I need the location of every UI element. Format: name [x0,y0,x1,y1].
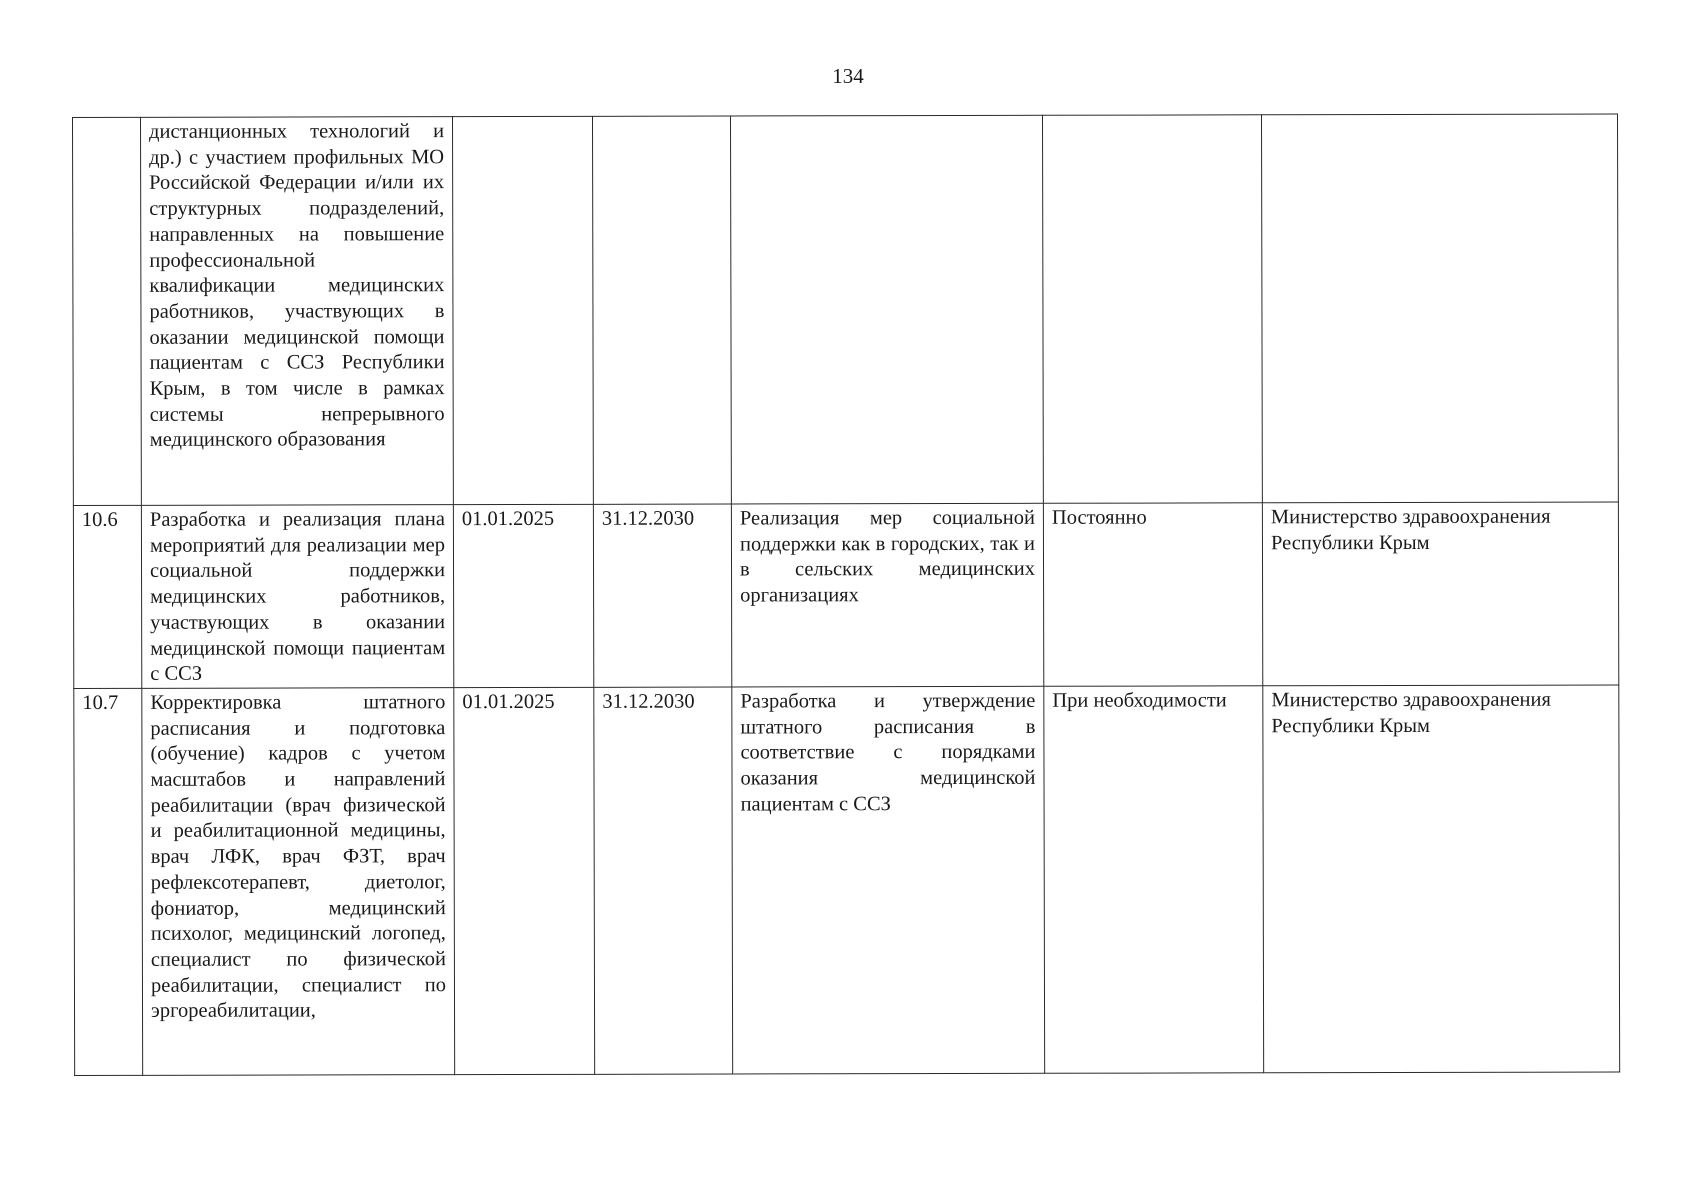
responsible-cell: Министерство здравоохранения Республики Крым [1263,685,1620,1073]
end-date-cell: 31.12.2030 [593,504,731,687]
result-cell [730,115,1043,504]
table-row [74,685,1620,1076]
page-number: 134 [832,64,864,88]
start-date-cell [453,116,594,504]
activity-cell: Корректировка штатного расписания и подготовка (обучение) кадров с учетом масштабов и направлений реабилитации (врач физической и реабилитационной медицины, врач ЛФК, врач ФЗТ, врач рефлексотерапевт, диетолог, фониатор, медицинский психолог, медицинский логопед, специалист по физической реабилитации, специалист по эргореабилитации, [142,688,455,1076]
result-cell: Реализация мер социальной поддержки как в городских, так и в сельских медицинских организациях [731,503,1043,687]
end-date-cell [592,116,731,504]
activities-table [72,113,1620,1075]
start-date-cell: 01.01.2025 [453,504,593,687]
frequency-cell [1042,115,1262,503]
end-date-cell: 31.12.2030 [594,687,733,1074]
responsible-cell: Министерство здравоохранения Республики Крым [1262,502,1618,686]
row-number: 10.6 [73,505,141,688]
frequency-cell: При необходимости [1044,686,1264,1073]
table-row [73,114,1619,506]
responsible-cell [1261,114,1618,503]
row-number: 10.7 [74,688,143,1075]
result-cell: Разработка и утверждение штатного расписания в соответствие с порядками оказания медицинской пациентам с ССЗ [732,686,1045,1074]
table-row [73,502,1618,688]
activity-cell: Разработка и реализация плана мероприятий для реализации мер социальной поддержки медицинских работников, участвующих в оказании медицинской помощи пациентам с ССЗ [141,505,453,689]
frequency-cell: Постоянно [1043,503,1262,686]
activity-cell: дистанционных технологий и др.) с участием профильных МО Российской Федерации и/или их структурных подразделений, направленных на повышение профессиональной квалификации медицинских работников, участвующих в оказании медицинской помощи пациентам с ССЗ Республики Крым, в том числе в рамках системы непрерывного медицинского образования [141,117,454,506]
start-date-cell: 01.01.2025 [454,687,595,1074]
row-number [73,117,142,505]
